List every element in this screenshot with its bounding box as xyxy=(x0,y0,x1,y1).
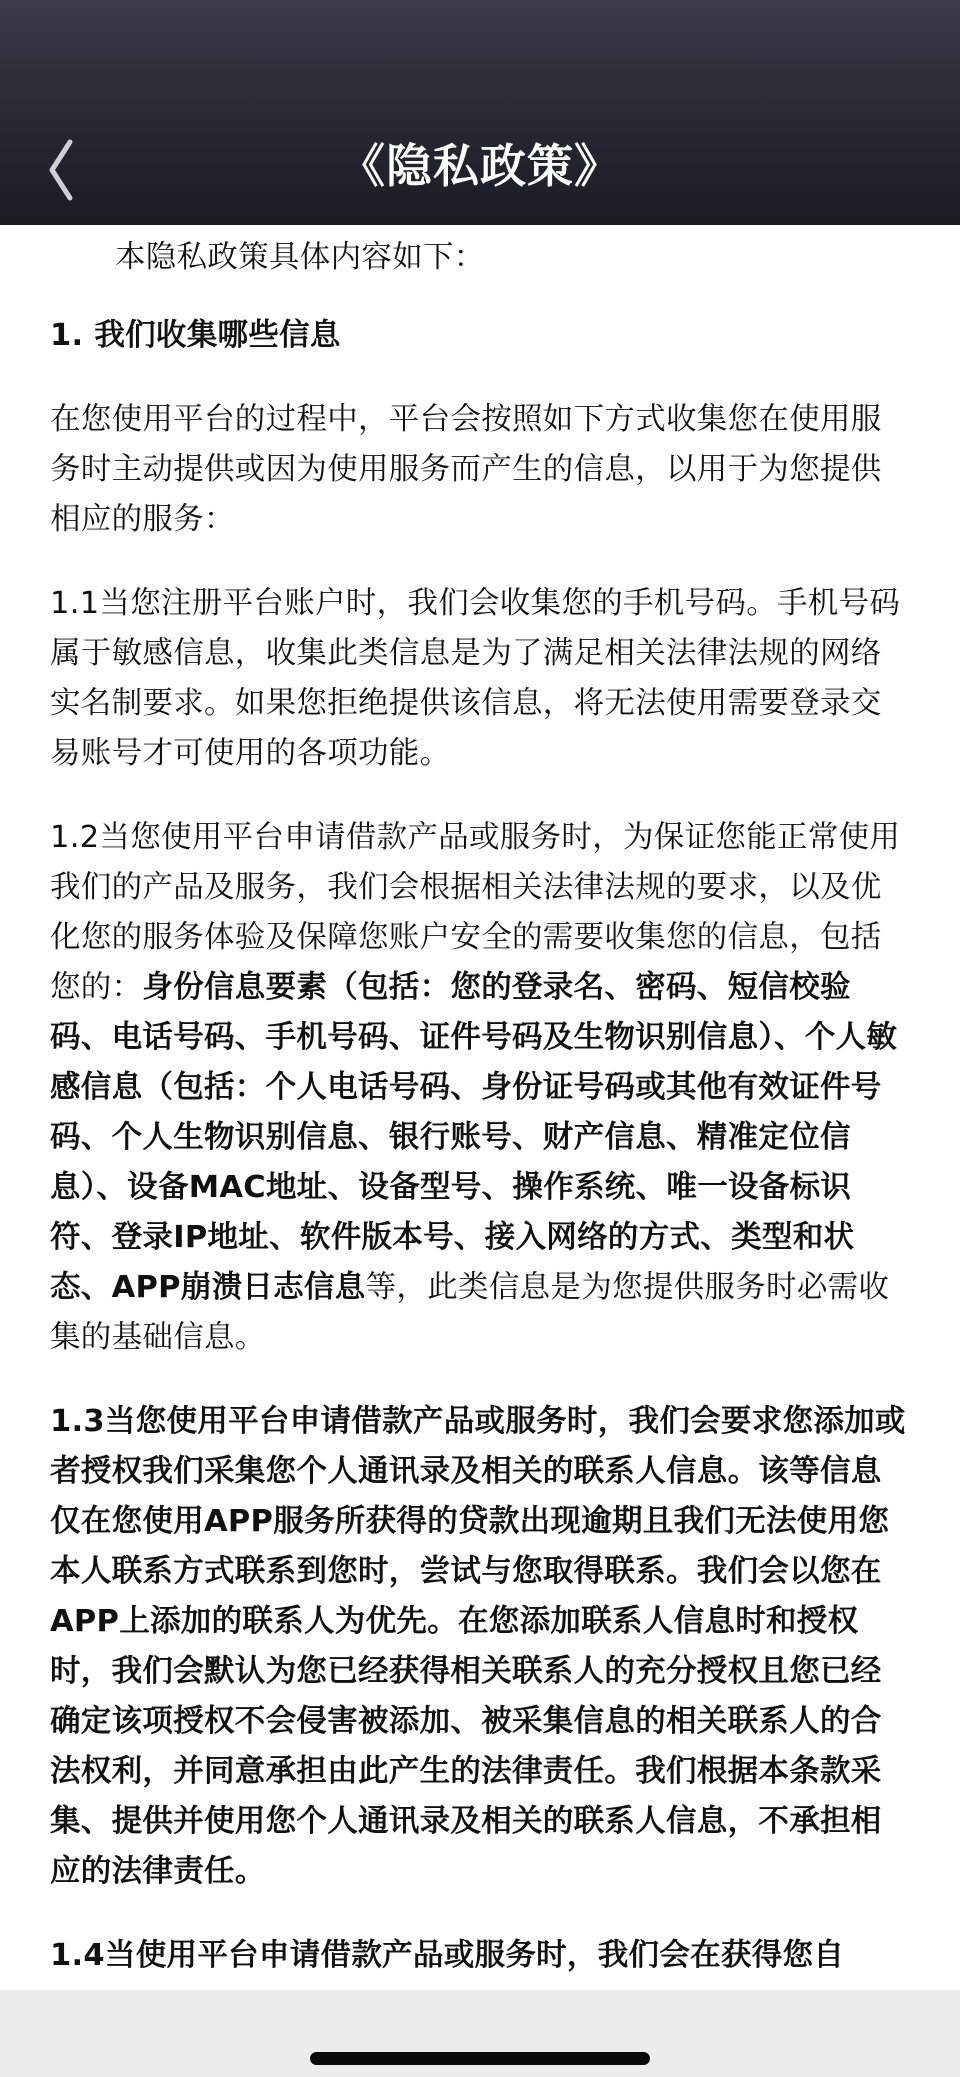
paragraph-1-2 xyxy=(50,813,912,1363)
page-title: 《隐私政策》 xyxy=(339,139,621,193)
section-heading: 1. 我们收集哪些信息 xyxy=(50,318,341,353)
paragraph-1-2-bold-text: 身份信息要素（包括：您的登录名、密码、短信校验码、电话号码、手机号码、证件号码及生物识别信息）、个人敏感信息（包括：个人电话号码、身份证号码或其他有效证件号码、个人生物识别信息、银行账号、财产信息、精准定位信息）、设备MAC地址、设备型号、操作系统、唯一设备标识符、登录IP地址、软件版本号、接入网络的方式、类型和状态、APP崩溃日志信息 xyxy=(50,970,898,1305)
paragraph-1-2-suffix: 等，此类信息是为您提供服务时必需收集的基础信息。 xyxy=(50,1270,890,1355)
paragraph-1-1: 1.1当您注册平台账户时，我们会收集您的手机号码。手机号码属于敏感信息，收集此类信息是为了满足相关法律法规的网络实名制要求。如果您拒绝提供该信息，将无法使用需要登录交易账号才可使用的各项功能。 xyxy=(50,586,901,771)
paragraph-collection-overview: 在您使用平台的过程中，平台会按照如下方式收集您在使用服务时主动提供或因为使用服务而产生的信息，以用于为您提供相应的服务： xyxy=(50,402,882,537)
paragraph-1-4: 1.4当使用平台申请借款产品或服务时，我们会在获得您自 xyxy=(50,1938,845,1973)
intro-text: 本隐私政策具体内容如下： xyxy=(115,240,485,275)
paragraph-1-2-text: 1.2当您使用平台申请借款产品或服务时，为保证您能正常使用我们的产品及服务，我们会根据相关法律法规的要求，以及优化您的服务体验及保障您账户安全的需要收集您的信息，包括您的： xyxy=(50,820,901,1005)
navigation-bar xyxy=(0,0,960,225)
paragraph-1-3: 1.3当您使用平台申请借款产品或服务时，我们会要求您添加或者授权我们采集您个人通讯录及相关的联系人信息。该等信息仅在您使用APP服务所获得的贷款出现逾期且我们无法使用您本人联系方式联系到您时，尝试与您取得联系。我们会以您在APP上添加的联系人为优先。在您添加联系人信息时和授权时，我们会默认为您已经获得相关联系人的充分授权且您已经确定该项授权不会侵害被添加、被采集信息的相关联系人的合法权利，并同意承担由此产生的法律责任。我们根据本条款采集、提供并使用您个人通讯录及相关的联系人信息，不承担相应的法律责任。 xyxy=(50,1404,906,1889)
home-indicator[interactable] xyxy=(310,2052,650,2065)
policy-content xyxy=(50,225,912,1981)
